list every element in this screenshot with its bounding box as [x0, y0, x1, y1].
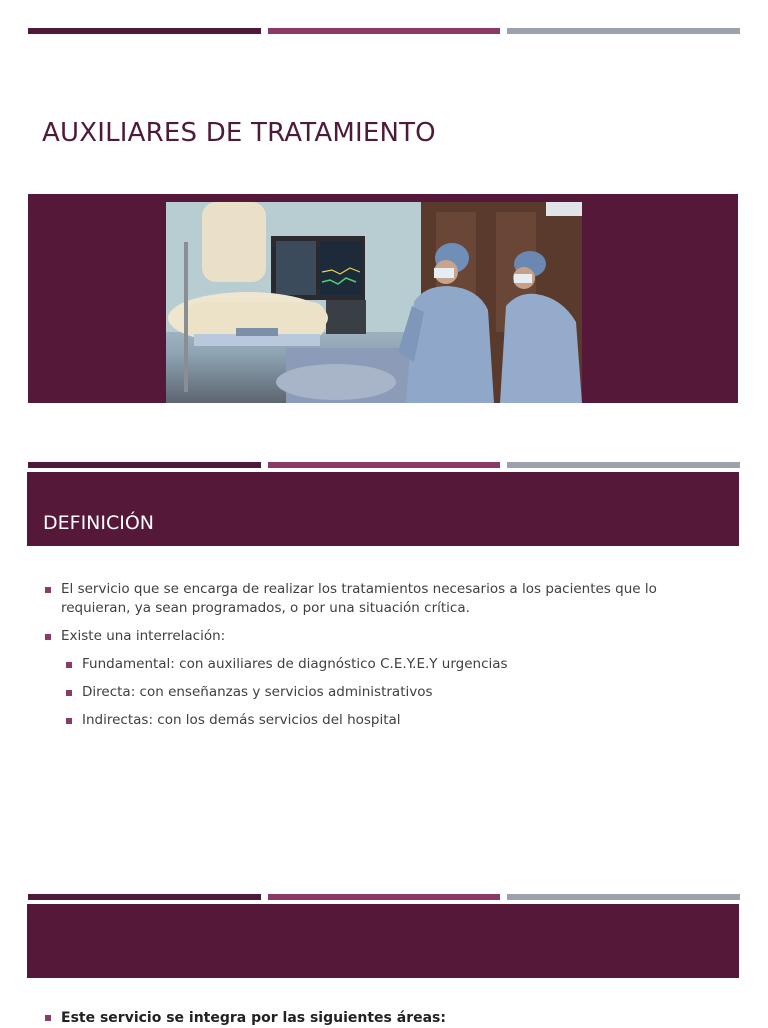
section-header	[27, 472, 739, 546]
sub-bullet-item	[65, 683, 724, 702]
bullet-square-icon	[45, 1015, 51, 1021]
medical-photo-illustration	[166, 202, 582, 403]
sub-bullet-item	[65, 711, 724, 730]
slide-title: AUXILIARES DE TRATAMIENTO	[42, 118, 436, 148]
accent-bar-dark	[28, 28, 261, 34]
photo-band	[28, 194, 738, 403]
accent-bar-gray	[507, 894, 740, 900]
bullet-item	[44, 580, 724, 618]
accent-bar-plum	[268, 462, 500, 468]
bullet-square-icon	[66, 662, 72, 668]
bullet-text: Indirectas: con los demás servicios del hospital	[82, 712, 401, 728]
accent-bar-gray	[507, 28, 740, 34]
sub-bullet-item	[65, 655, 724, 674]
accent-bar-dark	[28, 894, 261, 900]
section-header	[27, 904, 739, 978]
bullet-text: Fundamental: con auxiliares de diagnóstico C.E.Y.E.Y urgencias	[82, 656, 508, 672]
bullet-list	[44, 580, 724, 739]
bullet-square-icon	[66, 718, 72, 724]
bullet-square-icon	[66, 690, 72, 696]
bullet-text: Este servicio se integra por las siguientes áreas:	[61, 1010, 446, 1026]
bullet-item	[44, 627, 724, 646]
bullet-text: Existe una interrelación:	[61, 628, 226, 644]
bullet-square-icon	[45, 587, 51, 593]
bullet-square-icon	[45, 634, 51, 640]
accent-bar-plum	[268, 28, 500, 34]
bullet-item	[44, 1008, 741, 1028]
medical-photo	[166, 202, 582, 403]
section-title: DEFINICIÓN	[43, 512, 155, 534]
accent-bar-gray	[507, 462, 740, 468]
accent-bar-dark	[28, 462, 261, 468]
bullet-text: Directa: con enseñanzas y servicios administrativos	[82, 684, 433, 700]
bullet-text: El servicio que se encarga de realizar los tratamientos necesarios a los pacientes que lo requieran, ya sean programados, o por una situación crítica.	[61, 581, 657, 616]
accent-bar-plum	[268, 894, 500, 900]
